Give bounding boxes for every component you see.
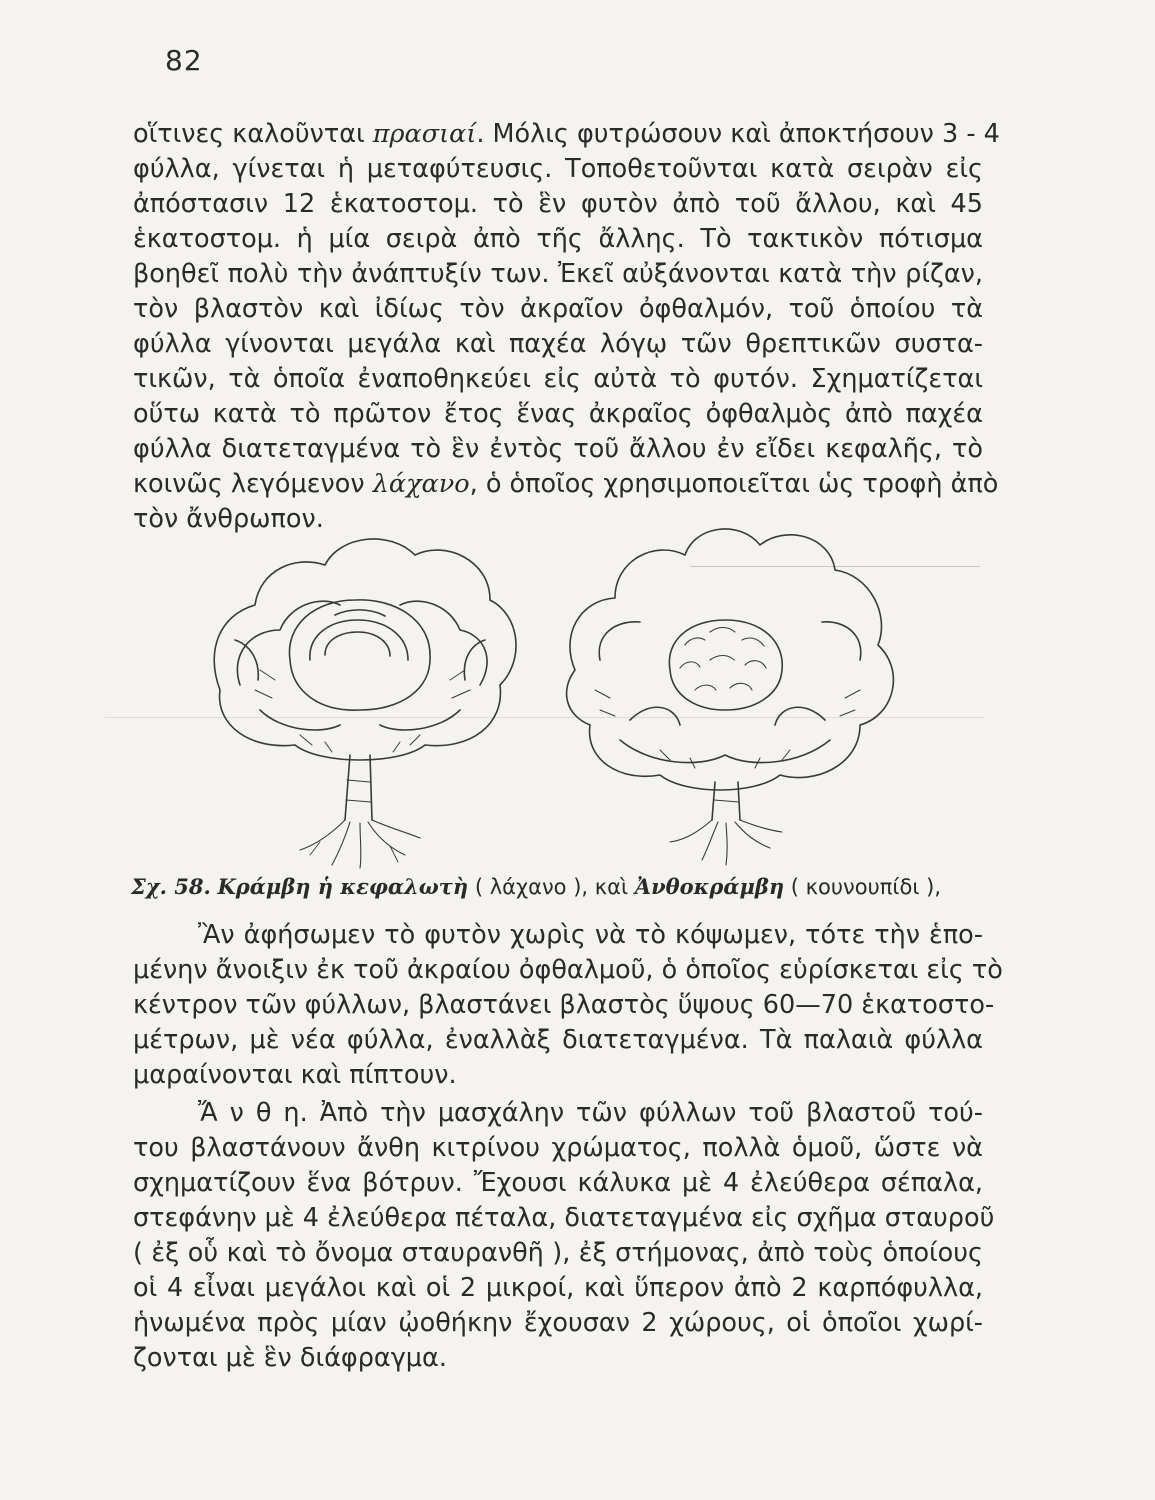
text-line: μέτρων, μὲ νέα φύλλα, ἐναλλὰξ διατεταγμένα. Τὰ παλαιὰ φύλλα <box>133 1025 983 1055</box>
text-line: οἵτινες καλοῦνται πρασιαί. Μόλις φυτρώσουν καὶ ἀποκτήσουν 3 - 4 <box>133 119 1000 149</box>
text-line: κέντρον τῶν φύλλων, βλαστάνει βλαστὸς ὕψους 60—70 ἑκατοστο- <box>133 990 995 1020</box>
text-line: Ἂν ἀφήσωμεν τὸ φυτὸν χωρὶς νὰ τὸ κόψωμεν, τότε τὴν ἑπο- <box>198 920 983 950</box>
figure-cabbage-cauliflower <box>200 520 1000 870</box>
text-line: φύλλα διατεταγμένα τὸ ἓν ἐντὸς τοῦ ἄλλου ἐν εἴδει κεφαλῆς, τὸ <box>133 434 983 464</box>
text-line: Ἄ ν θ η. Ἀπὸ τὴν μασχάλην τῶν φύλλων τοῦ βλαστοῦ τού- <box>198 1098 983 1128</box>
text-line: φύλλα γίνονται μεγάλα καὶ παχέα λόγῳ τῶν θρεπτικῶν συστα- <box>133 329 983 359</box>
text-line: ἀπόστασιν 12 ἑκατοστομ. τὸ ἓν φυτὸν ἀπὸ τοῦ ἄλλου, καὶ 45 <box>133 189 983 219</box>
page-number: 82 <box>165 44 203 77</box>
text-line: ( ἐξ οὗ καὶ τὸ ὄνομα σταυρανθῆ ), ἐξ στήμονας, ἀπὸ τοὺς ὁποίους <box>133 1238 983 1268</box>
text-line: ζονται μὲ ἓν διάφραγμα. <box>133 1343 447 1373</box>
text-line: κοινῶς λεγόμενον λάχανο, ὁ ὁποῖος χρησιμοποιεῖται ὡς τροφὴ ἀπὸ <box>133 469 999 499</box>
cauliflower-drawing <box>567 529 894 865</box>
text-line: βοηθεῖ πολὺ τὴν ἀνάπτυξίν των. Ἐκεῖ αὐξάνονται κατὰ τὴν ρίζαν, <box>133 259 983 289</box>
text-line: οὕτω κατὰ τὸ πρῶτον ἔτος ἕνας ἀκραῖος ὀφθαλμὸς ἀπὸ παχέα <box>133 399 983 429</box>
text-line: στεφάνην μὲ 4 ἐλεύθερα πέταλα, διατεταγμένα εἰς σχῆμα σταυροῦ <box>133 1203 995 1233</box>
text-line: τικῶν, τὰ ὁποῖα ἐναποθηκεύει εἰς αὐτὰ τὸ φυτόν. Σχηματίζεται <box>133 364 983 394</box>
figure-illustration <box>200 520 1000 870</box>
text-line: μένην ἄνοιξιν ἐκ τοῦ ἀκραίου ὀφθαλμοῦ, ὁ ὁποῖος εὑρίσκεται εἰς τὸ <box>133 955 1003 985</box>
caption-common-cauliflower: ( κουνουπίδι ), <box>790 875 942 899</box>
paragraph-2 <box>133 918 1003 1093</box>
cabbage-drawing <box>214 539 516 868</box>
text-line: ἑκατοστομ. ἡ μία σειρὰ ἀπὸ τῆς ἄλλης. Τὸ τακτικὸν πότισμα <box>133 224 983 254</box>
text-line: ἡνωμένα πρὸς μίαν ᾠοθήκην ἔχουσαν 2 χώρους, οἱ ὁποῖοι χωρί- <box>133 1308 983 1338</box>
caption-label: Σχ. 58. <box>131 874 211 899</box>
paragraph-1 <box>133 117 1000 537</box>
text-line: τὸν βλαστὸν καὶ ἰδίως τὸν ἀκραῖον ὀφθαλμόν, τοῦ ὁποίου τὰ <box>133 294 983 324</box>
figure-caption <box>131 872 1001 902</box>
caption-and: καὶ <box>594 875 629 899</box>
text-line: τὸν ἄνθρωπον. <box>133 504 324 534</box>
paragraph-3 <box>133 1096 995 1376</box>
text-line: φύλλα, γίνεται ἡ μεταφύτευσις. Τοποθετοῦνται κατὰ σειρὰν εἰς <box>133 154 983 184</box>
caption-common-cabbage: ( λάχανο ), <box>474 875 589 899</box>
text-line: σχηματίζουν ἕνα βότρυν. Ἔχουσι κάλυκα μὲ 4 ἐλεύθερα σέπαλα, <box>133 1168 983 1198</box>
text-line: μαραίνονται καὶ πίπτουν. <box>133 1060 457 1090</box>
caption-name-cauliflower: Ἀνθοκράμβη <box>634 874 785 899</box>
caption-name-cabbage: Κράμβη ἡ κεφαλωτὴ <box>217 874 469 899</box>
text-line: του βλαστάνουν ἄνθη κιτρίνου χρώματος, πολλὰ ὁμοῦ, ὥστε νὰ <box>133 1133 983 1163</box>
text-line: οἱ 4 εἶναι μεγάλοι καὶ οἱ 2 μικροί, καὶ ὕπερον ἀπὸ 2 καρπόφυλλα, <box>133 1273 983 1303</box>
